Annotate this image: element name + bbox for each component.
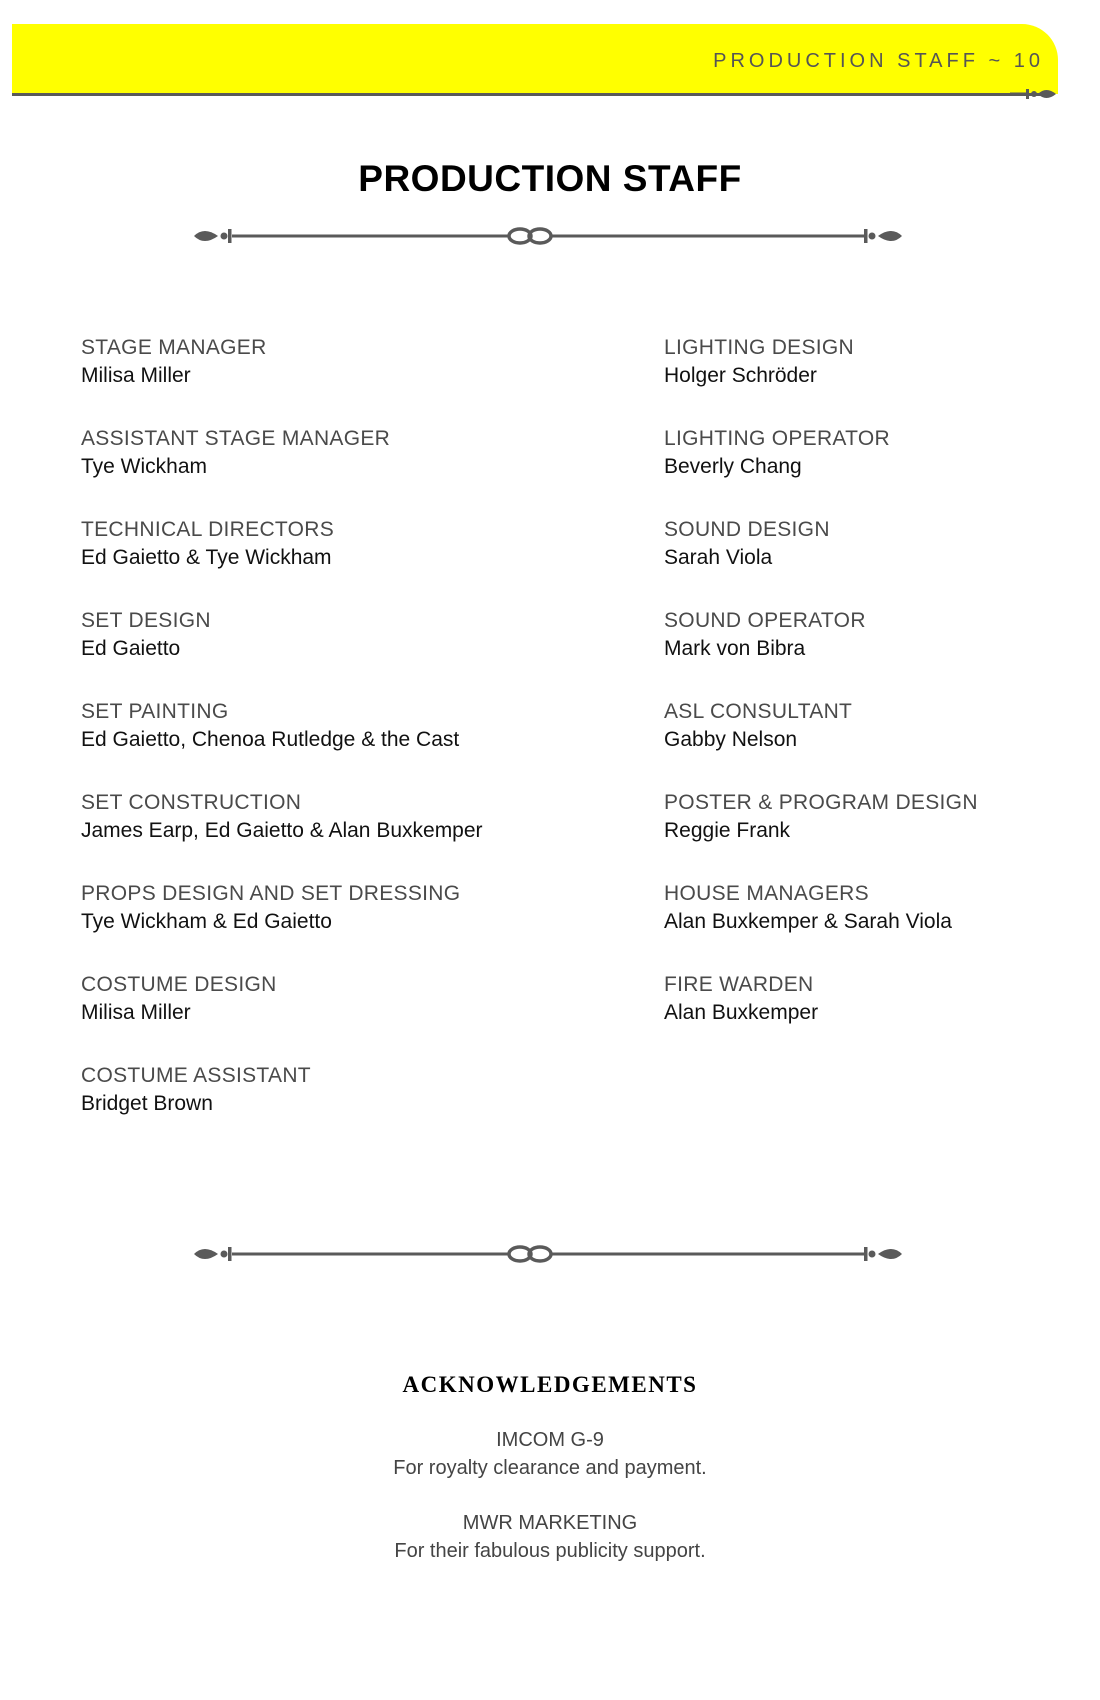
staff-name: Beverly Chang: [664, 455, 802, 478]
page-title: PRODUCTION STAFF: [358, 158, 742, 199]
staff-name: Alan Buxkemper: [664, 1001, 819, 1024]
acknowledgements-list: [0, 1426, 1100, 1592]
staff-role: ASL CONSULTANT: [664, 700, 853, 723]
staff-name: Milisa Miller: [81, 364, 191, 387]
staff-role: PROPS DESIGN AND SET DRESSING: [81, 882, 461, 905]
acknowledgement-name: MWR MARKETING: [462, 1512, 638, 1534]
staff-entry: [664, 516, 1084, 607]
staff-role: SOUND DESIGN: [664, 518, 830, 541]
acknowledgement-item: [0, 1426, 1100, 1509]
header-section-label: PRODUCTION STAFF ~ 10: [713, 50, 1044, 72]
staff-role: STAGE MANAGER: [81, 336, 267, 359]
staff-role: SOUND OPERATOR: [664, 609, 866, 632]
acknowledgement-name: IMCOM G-9: [496, 1429, 604, 1451]
staff-name: Alan Buxkemper & Sarah Viola: [664, 910, 952, 933]
header-rule: [12, 93, 1048, 96]
staff-entry: [664, 425, 1084, 516]
staff-name: Milisa Miller: [81, 1001, 191, 1024]
header-bar: [12, 24, 1058, 94]
staff-role: SET CONSTRUCTION: [81, 791, 302, 814]
staff-entry: [81, 698, 601, 789]
staff-role: TECHNICAL DIRECTORS: [81, 518, 335, 541]
staff-name: Reggie Frank: [664, 819, 791, 842]
staff-name: Ed Gaietto: [81, 637, 181, 660]
staff-entry: [664, 698, 1084, 789]
acknowledgement-description: For royalty clearance and payment.: [393, 1457, 707, 1479]
staff-entry: [664, 334, 1084, 425]
staff-entry: [81, 425, 601, 516]
staff-entry: [81, 516, 601, 607]
staff-name: Gabby Nelson: [664, 728, 798, 751]
ornamental-divider-icon: [192, 1240, 904, 1268]
acknowledgement-item: [0, 1509, 1100, 1592]
acknowledgement-description: For their fabulous publicity support.: [394, 1540, 706, 1562]
staff-entry: [81, 789, 601, 880]
staff-entry: [664, 607, 1084, 698]
staff-role: COSTUME DESIGN: [81, 973, 277, 996]
staff-entry: [81, 607, 601, 698]
staff-column-right: [664, 334, 1084, 1062]
staff-role: POSTER & PROGRAM DESIGN: [664, 791, 978, 814]
staff-role: LIGHTING DESIGN: [664, 336, 855, 359]
staff-name: Holger Schröder: [664, 364, 817, 387]
staff-role: FIRE WARDEN: [664, 973, 814, 996]
acknowledgements-title: ACKNOWLEDGEMENTS: [402, 1372, 698, 1397]
staff-role: SET PAINTING: [81, 700, 229, 723]
staff-role: ASSISTANT STAGE MANAGER: [81, 427, 391, 450]
staff-name: Mark von Bibra: [664, 637, 806, 660]
staff-role: LIGHTING OPERATOR: [664, 427, 891, 450]
staff-entry: [81, 334, 601, 425]
staff-entry: [81, 880, 601, 971]
staff-entry: [81, 971, 601, 1062]
staff-name: Sarah Viola: [664, 546, 773, 569]
staff-role: COSTUME ASSISTANT: [81, 1064, 311, 1087]
ornamental-divider-icon: [192, 222, 904, 250]
staff-name: Bridget Brown: [81, 1092, 213, 1115]
header-end-ornament-icon: [1010, 86, 1058, 102]
staff-name: Ed Gaietto, Chenoa Rutledge & the Cast: [81, 728, 460, 751]
staff-entry: [81, 1062, 601, 1153]
staff-column-left: [81, 334, 601, 1153]
staff-name: James Earp, Ed Gaietto & Alan Buxkemper: [81, 819, 483, 842]
staff-role: SET DESIGN: [81, 609, 211, 632]
staff-role: HOUSE MANAGERS: [664, 882, 869, 905]
staff-entry: [664, 880, 1084, 971]
staff-entry: [664, 789, 1084, 880]
staff-name: Tye Wickham: [81, 455, 208, 478]
staff-entry: [664, 971, 1084, 1062]
staff-name: Tye Wickham & Ed Gaietto: [81, 910, 332, 933]
staff-name: Ed Gaietto & Tye Wickham: [81, 546, 332, 569]
